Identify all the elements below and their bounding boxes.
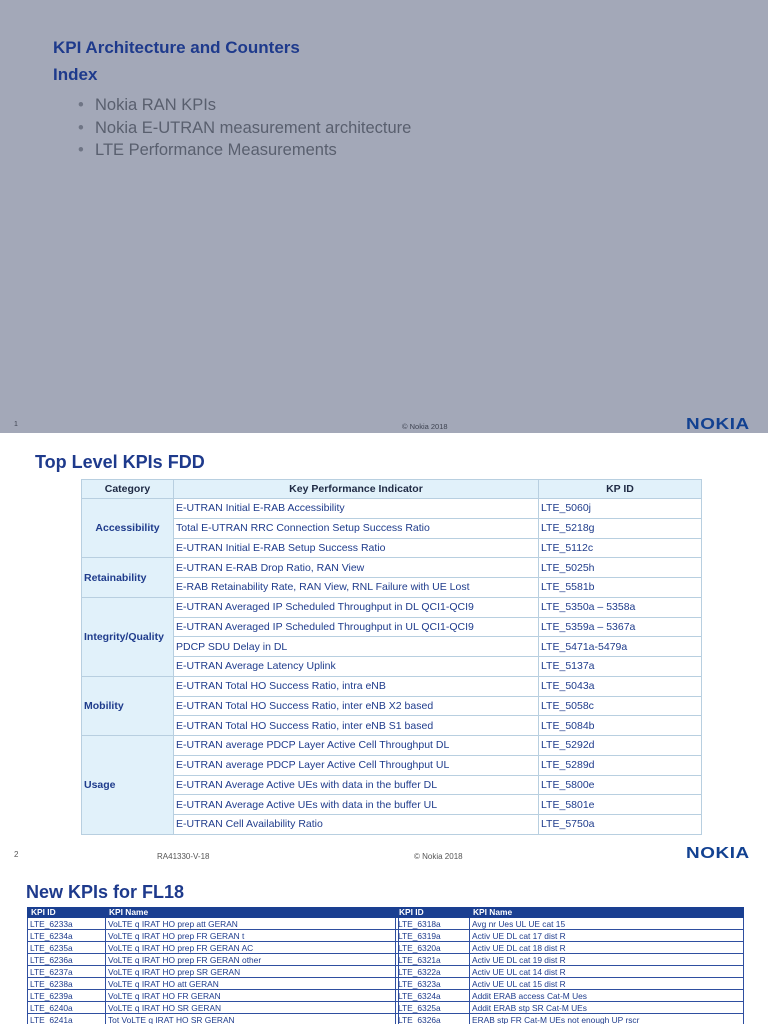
kpi-name-cell: Total E-UTRAN RRC Connection Setup Success Ratio — [174, 518, 539, 538]
table-row — [82, 518, 702, 538]
table-row — [396, 990, 744, 1002]
slide-index — [0, 0, 768, 433]
kpi-name-cell: Addit ERAB stp SR Cat-M UEs — [470, 1002, 744, 1014]
kpi-table — [81, 479, 702, 835]
kpi-name-cell: VoLTE q IRAT HO prep FR GERAN other — [106, 954, 399, 966]
kpi-name-cell: VoLTE q IRAT HO prep FR GERAN t — [106, 930, 399, 942]
kpi-id-cell: LTE_5025h — [539, 558, 702, 578]
kpi-id-cell: LTE_6238a — [28, 978, 106, 990]
bullet-item — [78, 139, 411, 162]
kpi-id-cell: LTE_5084b — [539, 716, 702, 736]
kpi-name-cell: E-UTRAN Initial E-RAB Accessibility — [174, 499, 539, 519]
bullet-item — [78, 117, 411, 140]
kpi-name-cell: Avg nr Ues UL UE cat 15 — [470, 918, 744, 930]
table-row — [396, 1002, 744, 1014]
table-row — [396, 942, 744, 954]
bullet-icon: • — [78, 141, 84, 159]
kpi-id-cell: LTE_5471a-5479a — [539, 637, 702, 657]
table-row — [82, 558, 702, 578]
kpi-name-cell: E-UTRAN E-RAB Drop Ratio, RAN View — [174, 558, 539, 578]
bullet-icon: • — [78, 118, 84, 137]
table-row — [28, 1002, 399, 1014]
column-header-kpi-name: KPI Name — [470, 908, 744, 918]
table-row — [396, 918, 744, 930]
kpi-name-cell: E-UTRAN Average Active UEs with data in the buffer UL — [174, 795, 539, 815]
column-header-category: Category — [82, 480, 174, 499]
table-row — [82, 538, 702, 558]
kpi-id-cell: LTE_6319a — [396, 930, 470, 942]
kpi-id-cell: LTE_5137a — [539, 657, 702, 677]
kpi-id-cell: LTE_5043a — [539, 676, 702, 696]
kpi-name-cell: E-UTRAN Average Active UEs with data in the buffer DL — [174, 775, 539, 795]
bullet-text: Nokia E-UTRAN measurement architecture — [95, 118, 412, 137]
index-bullet-list — [78, 94, 411, 162]
kpi-id-cell: LTE_6326a — [396, 1014, 470, 1024]
table-row — [396, 966, 744, 978]
kpi-name-cell: VoLTE q IRAT HO att GERAN — [106, 978, 399, 990]
table-row — [28, 930, 399, 942]
kpi-name-cell: VoLTE q IRAT HO FR GERAN — [106, 990, 399, 1002]
kpi-name-cell: VoLTE q IRAT HO prep FR GERAN AC — [106, 942, 399, 954]
table-row — [82, 657, 702, 677]
table-row — [82, 795, 702, 815]
bullet-text: Nokia RAN KPIs — [95, 96, 217, 114]
category-cell: Usage — [82, 736, 174, 835]
table-row — [82, 716, 702, 736]
kpi-id-cell: LTE_6318a — [396, 918, 470, 930]
kpi-id-cell: LTE_6320a — [396, 942, 470, 954]
table-row — [82, 815, 702, 835]
kpi-id-cell: LTE_6239a — [28, 990, 106, 1002]
kpi-name-cell: E-UTRAN average PDCP Layer Active Cell Throughput DL — [174, 736, 539, 756]
kpi-id-cell: LTE_5350a – 5358a — [539, 597, 702, 617]
kpi-name-cell: E-UTRAN Averaged IP Scheduled Throughput in DL QCI1-QCI9 — [174, 597, 539, 617]
table-row — [82, 637, 702, 657]
nokia-logo: NOKIA — [686, 416, 750, 433]
kpi-id-cell: LTE_6324a — [396, 990, 470, 1002]
table-row — [82, 696, 702, 716]
table-row — [28, 1014, 399, 1024]
category-cell: Retainability — [82, 558, 174, 598]
slide-new-kpis — [0, 870, 768, 1024]
table-row — [396, 930, 744, 942]
table-row — [82, 578, 702, 598]
bullet-item — [78, 94, 411, 117]
kpi-name-cell: VoLTE q IRAT HO prep SR GERAN — [106, 966, 399, 978]
nokia-logo: NOKIA — [686, 845, 750, 862]
table-row — [396, 954, 744, 966]
kpi-id-cell: LTE_5058c — [539, 696, 702, 716]
kpi-name-cell: ERAB stp FR Cat-M UEs not enough UP rscr — [470, 1014, 744, 1024]
column-header-kpid: KP ID — [539, 480, 702, 499]
title-line-1: KPI Architecture and Counters — [53, 38, 300, 57]
kpi-name-cell: E-UTRAN Total HO Success Ratio, inter eNB X2 based — [174, 696, 539, 716]
kpi-name-cell: E-UTRAN average PDCP Layer Active Cell Throughput UL — [174, 755, 539, 775]
category-cell: Integrity/Quality — [82, 597, 174, 676]
table-row — [82, 499, 702, 519]
bullet-text: LTE Performance Measurements — [95, 141, 337, 159]
kpi-name-cell: E-UTRAN Averaged IP Scheduled Throughput in UL QCI1-QCI9 — [174, 617, 539, 637]
kpi-id-cell: LTE_5060j — [539, 499, 702, 519]
table-row — [82, 617, 702, 637]
column-header-kpi-id: KPI ID — [28, 908, 106, 918]
page-number: 2 — [14, 850, 19, 859]
table-header-row — [396, 908, 744, 918]
new-kpi-table-right — [395, 907, 744, 1024]
table-row — [82, 736, 702, 756]
kpi-id-cell: LTE_6234a — [28, 930, 106, 942]
slide-1-title — [53, 34, 300, 88]
kpi-id-cell: LTE_6323a — [396, 978, 470, 990]
kpi-name-cell: Activ UE DL cat 17 dist R — [470, 930, 744, 942]
kpi-name-cell: E-UTRAN Total HO Success Ratio, intra eNB — [174, 676, 539, 696]
kpi-id-cell: LTE_6233a — [28, 918, 106, 930]
kpi-id-cell: LTE_6237a — [28, 966, 106, 978]
doc-code: RA41330-V-18 — [157, 852, 210, 861]
table-row — [82, 775, 702, 795]
table-row — [396, 1014, 744, 1024]
kpi-id-cell: LTE_5289d — [539, 755, 702, 775]
kpi-id-cell: LTE_6321a — [396, 954, 470, 966]
kpi-id-cell: LTE_6241a — [28, 1014, 106, 1024]
table-row — [28, 966, 399, 978]
page-number: 1 — [14, 421, 18, 428]
slide-top-level-kpis — [0, 433, 768, 870]
table-row — [28, 954, 399, 966]
category-cell: Accessibility — [82, 499, 174, 558]
kpi-name-cell: Activ UE UL cat 14 dist R — [470, 966, 744, 978]
table-row — [28, 978, 399, 990]
kpi-name-cell: Activ UE UL cat 15 dist R — [470, 978, 744, 990]
kpi-name-cell: Addit ERAB access Cat-M Ues — [470, 990, 744, 1002]
title-line-2: Index — [53, 65, 98, 84]
kpi-name-cell: E-RAB Retainability Rate, RAN View, RNL Failure with UE Lost — [174, 578, 539, 598]
kpi-name-cell: Activ UE DL cat 19 dist R — [470, 954, 744, 966]
table-header-row — [82, 480, 702, 499]
kpi-id-cell: LTE_6325a — [396, 1002, 470, 1014]
kpi-id-cell: LTE_5359a – 5367a — [539, 617, 702, 637]
kpi-name-cell: Tot VoLTE q IRAT HO SR GERAN — [106, 1014, 399, 1024]
kpi-name-cell: E-UTRAN Total HO Success Ratio, inter eNB S1 based — [174, 716, 539, 736]
kpi-id-cell: LTE_5218g — [539, 518, 702, 538]
kpi-name-cell: VoLTE q IRAT HO SR GERAN — [106, 1002, 399, 1014]
slide-3-title: New KPIs for FL18 — [26, 882, 185, 902]
kpi-id-cell: LTE_5801e — [539, 795, 702, 815]
kpi-name-cell: E-UTRAN Average Latency Uplink — [174, 657, 539, 677]
table-row — [28, 990, 399, 1002]
table-row — [28, 918, 399, 930]
table-row — [82, 676, 702, 696]
slide-2-title: Top Level KPIs FDD — [35, 452, 205, 472]
category-cell: Mobility — [82, 676, 174, 735]
column-header-kpi-id: KPI ID — [396, 908, 470, 918]
copyright: © Nokia 2018 — [402, 422, 448, 431]
kpi-name-cell: E-UTRAN Initial E-RAB Setup Success Ratio — [174, 538, 539, 558]
table-row — [82, 755, 702, 775]
kpi-name-cell: Activ UE DL cat 18 dist R — [470, 942, 744, 954]
kpi-id-cell: LTE_6240a — [28, 1002, 106, 1014]
column-header-kpi: Key Performance Indicator — [174, 480, 539, 499]
kpi-id-cell: LTE_6235a — [28, 942, 106, 954]
kpi-id-cell: LTE_5800e — [539, 775, 702, 795]
new-kpi-table-left — [27, 907, 399, 1024]
kpi-id-cell: LTE_5581b — [539, 578, 702, 598]
kpi-id-cell: LTE_6322a — [396, 966, 470, 978]
kpi-name-cell: PDCP SDU Delay in DL — [174, 637, 539, 657]
kpi-name-cell: VoLTE q IRAT HO prep att GERAN — [106, 918, 399, 930]
bullet-icon: • — [78, 96, 84, 114]
kpi-name-cell: E-UTRAN Cell Availability Ratio — [174, 815, 539, 835]
table-row — [396, 978, 744, 990]
kpi-id-cell: LTE_5112c — [539, 538, 702, 558]
kpi-id-cell: LTE_5750a — [539, 815, 702, 835]
table-row — [82, 597, 702, 617]
table-row — [28, 942, 399, 954]
kpi-id-cell: LTE_5292d — [539, 736, 702, 756]
copyright: © Nokia 2018 — [414, 852, 463, 861]
kpi-id-cell: LTE_6236a — [28, 954, 106, 966]
column-header-kpi-name: KPI Name — [106, 908, 399, 918]
table-header-row — [28, 908, 399, 918]
